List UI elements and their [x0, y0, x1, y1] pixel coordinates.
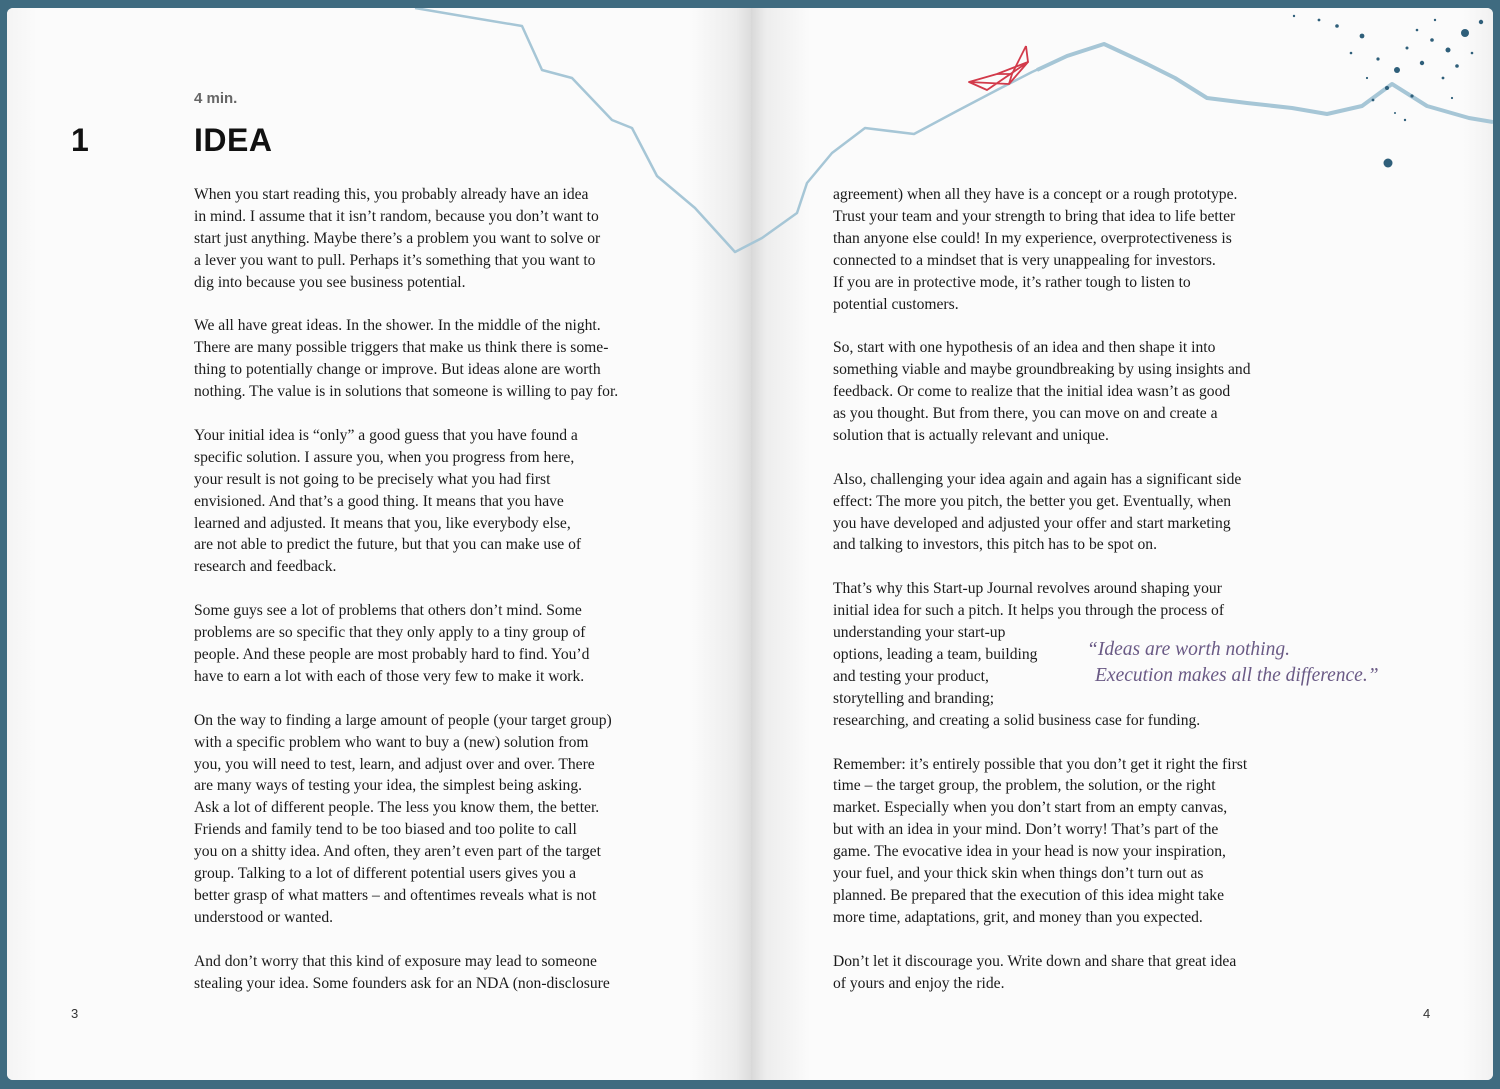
body-paragraph: agreement) when all they have is a concept or a rough prototype. Trust your team and your strength to bring that idea to life better than anyone else could! In my experience, overprotectiveness is connected to a mindset that is very unappealing for investors. If you are in protective mode, it’s rather tough to listen to potential customers. [833, 186, 1238, 313]
body-paragraph: So, start with one hypothesis of an idea and then shape it into something viable and maybe groundbreaking by using insights and feedback. Or come to realize that the initial idea wasn’t as good as you thought. But from there, you can move on and create a solution that is actually relevant and unique. [833, 339, 1251, 444]
page-number-left: 3 [71, 1006, 79, 1021]
body-paragraph: On the way to finding a large amount of people (your target group) with a specific problem who want to buy a (new) solution from you, you will need to test, learn, and adjust over and over. There are many ways of testing your idea, the simplest being asking. Ask a lot of different people. The less you know them, the better. Friends and family tend to be too biased and too polite to call you on a shitty idea. And often, they aren’t even part of the target group. Talking to a lot of different potential users gives you a better grasp of what matters – and oftentimes reveals what is not understood or wanted. [194, 711, 612, 926]
pull-quote [1087, 637, 1379, 688]
body-paragraph: Don’t let it discourage you. Write down and share that great idea of yours and enjoy the ride. [833, 952, 1237, 992]
pull-quote-line-1: “Ideas are worth nothing. [1087, 639, 1290, 660]
body-paragraph: We all have great ideas. In the shower. In the middle of the night. There are many possible triggers that make us think there is some- thing to potentially change or improve. But ideas alone are worth nothing. The value is in solutions that someone is willing to pay for. [194, 317, 619, 401]
body-paragraph: That’s why this Start-up Journal revolves around shaping your initial idea for such a pitch. It helps you through the process of understanding your start-up options, leading a team, building and testing your product, storytelling and branding; researching, and creating a solid business case for funding. [833, 580, 1225, 729]
body-paragraph: And don’t worry that this kind of exposure may lead to someone stealing your idea. Some founders ask for an NDA (non-disclosure [194, 952, 610, 992]
body-paragraph: Also, challenging your idea again and again has a significant side effect: The more you pitch, the better you get. Eventually, when you have developed and adjusted your offer and start marketing and talking to investors, this pitch has to be spot on. [833, 470, 1242, 554]
body-paragraph: Remember: it’s entirely possible that you don’t get it right the first time – the target group, the problem, the solution, or the right market. Especially when you don’t start from an empty canvas, but with an idea in your mind. Don’t worry! That’s part of the game. The evocative idea in your head is now your inspiration, your fuel, and your thick skin when things don’t turn out as planned. Be prepared that the execution of this idea might take more time, adaptations, grit, and money than you expected. [833, 755, 1248, 926]
book-spread [7, 8, 1493, 1080]
page-number-right: 4 [1423, 1006, 1431, 1021]
chapter-title: IDEA [194, 122, 273, 158]
body-paragraph: When you start reading this, you probably already have an idea in mind. I assume that it isn’t random, because you don’t want to start just anything. Maybe there’s a problem you want to solve or a lever you want to pull. Perhaps it’s something that you want to dig into because you see business potential. [194, 186, 601, 291]
body-paragraph: Your initial idea is “only” a good guess that you have found a specific solution. I assure you, when you progress from here, your result is not going to be precisely what you had first envisioned. And that’s a good thing. It means that you have learned and adjusted. It means that you, like everybody else, are not able to predict the future, but that you can make use of research and feedback. [194, 426, 582, 576]
right-body-text [833, 184, 1323, 1016]
reading-time: 4 min. [194, 90, 238, 107]
left-body-text [194, 184, 684, 1016]
chapter-number: 1 [71, 122, 89, 158]
pull-quote-line-2: Execution makes all the difference.” [1095, 664, 1379, 686]
body-paragraph: Some guys see a lot of problems that others don’t mind. Some problems are so specific that they only apply to a tiny group of people. And these people are most probably hard to find. You’d have to earn a lot with each of those very few to make it work. [194, 602, 590, 685]
